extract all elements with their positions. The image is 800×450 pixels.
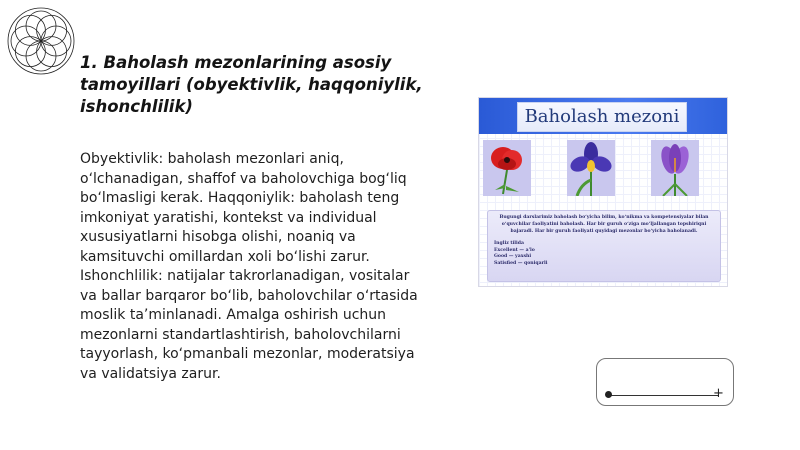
list-item: Ingliz tilida: [494, 241, 524, 246]
blue-iris-icon: [567, 140, 615, 196]
purple-crocus-icon: [651, 140, 699, 196]
list-item: Satisfied — qoniqarli: [494, 260, 548, 266]
list-item: Good — yaxshi: [494, 254, 532, 259]
embedded-slide-picture: [478, 97, 728, 287]
slide-title: 1. Baholash mezonlarining asosiy tamoyillari (obyektivlik, haqqoniylik, ishonchlilik): [80, 53, 423, 116]
timeline-plus-icon[interactable]: +: [713, 386, 724, 401]
timeline-track: [609, 395, 719, 396]
list-item: Excellent — a'lo: [494, 247, 535, 253]
red-poppy-icon: [483, 140, 531, 196]
picture-heading: Baholash mezoni: [517, 102, 687, 132]
slide-body-text: Obyektivlik: baholash mezonlari aniq, o‘lchanadigan, shaffof va baholovchiga bog‘liq bo‘lmasligi kerak. Haqqoniylik: baholash teng imkoniyat yaratishi, kontekst va individual xususiyatlarni hisobga olishi, noaniq va kamsituvchi omillardan xoli bo‘lishi zarur. Ishonchlilik: natijalar takrorlanadigan, vositalar va ballar barqaror bo‘lib, baholovchilar o‘rtasida moslik ta’minlanadi. Amalga oshirish uchun mezonlarni standartlashtirish, baholovchilarni tayyorlash, ko‘pmanbali mezonlar, moderatsiya va validatsiya zarur.: [80, 151, 418, 382]
timeline-widget[interactable]: [596, 358, 734, 406]
picture-paragraph: Bugungi darslarimiz baholash bo‘yicha bilim, ko‘nikma va kompetensiyalar bilan o‘quvchilar faoliyatini baholash. Har bir guruh o‘ziga mo‘ljallangan topshiriqni bajaradi. Har bir guruh faoliyati quyidagi mezonlar bo‘yicha baholanadi.: [499, 215, 709, 234]
picture-text-box: [487, 210, 721, 282]
timeline-start-dot-icon[interactable]: [605, 391, 612, 398]
picture-criteria-list: [494, 241, 634, 267]
spirograph-logo-icon: [4, 4, 78, 78]
